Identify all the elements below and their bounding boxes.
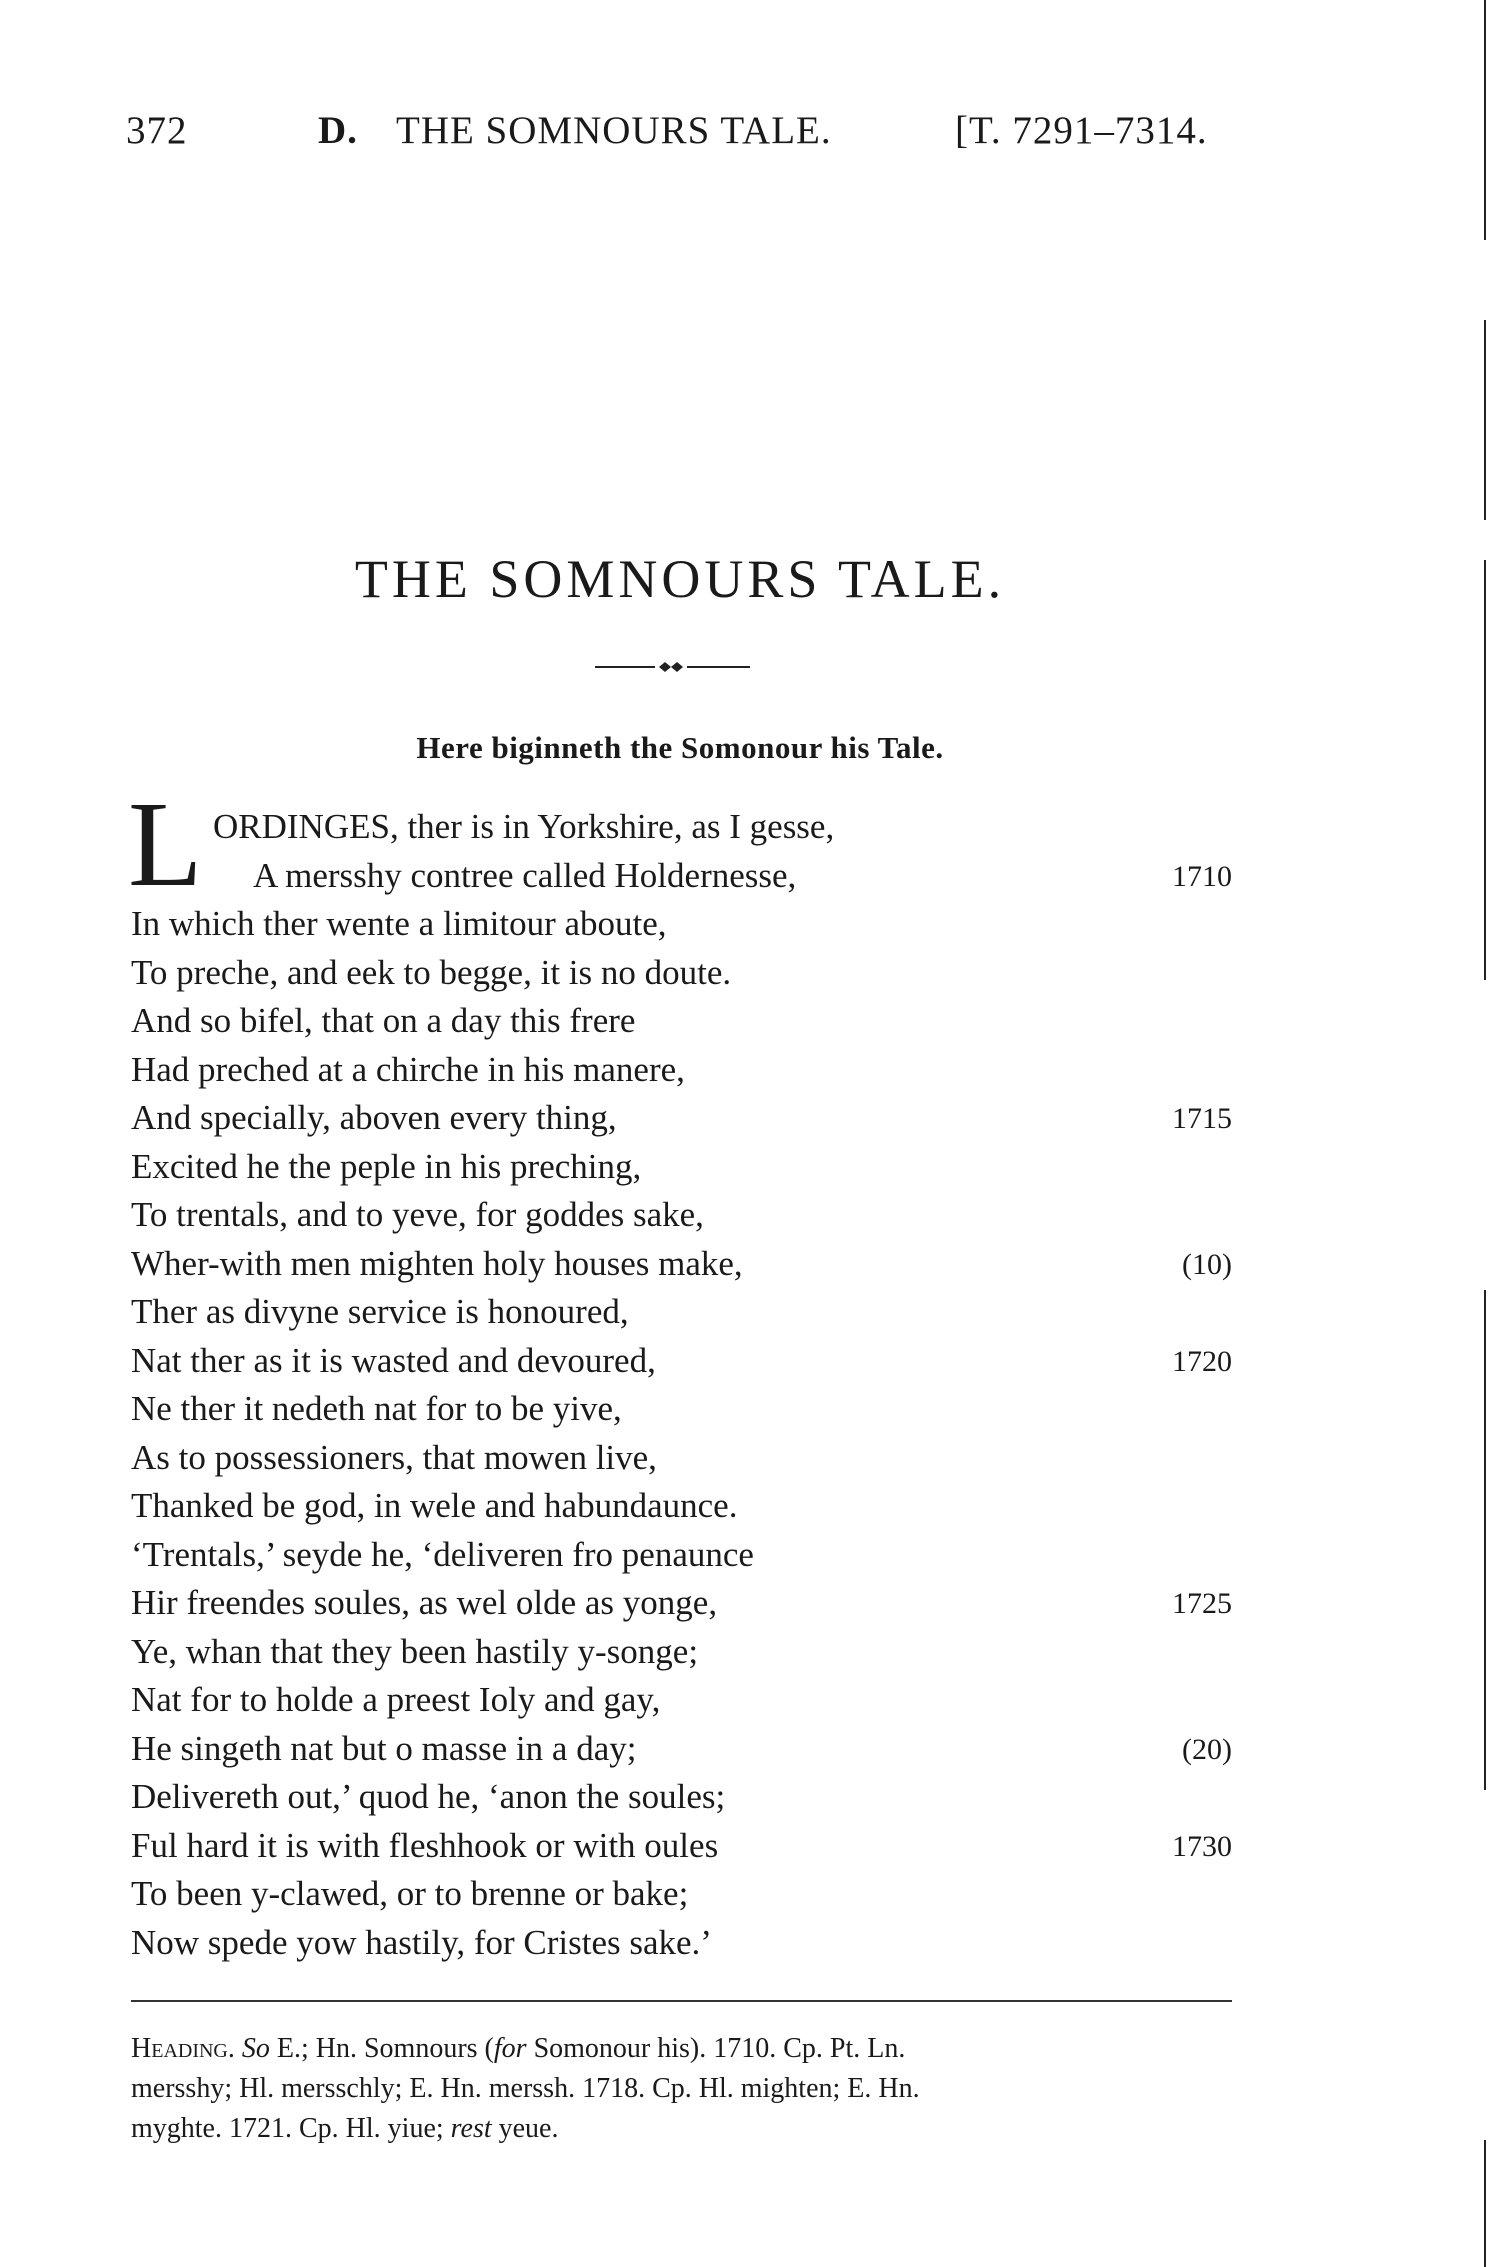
- verse-line: And specially, aboven every thing,: [131, 1098, 617, 1137]
- footnote-for: for: [493, 2033, 527, 2064]
- verse-line: Thanked be god, in wele and habundaunce.: [131, 1486, 738, 1525]
- running-head-section: D.: [318, 109, 358, 152]
- page-edge-mark: [1484, 1290, 1486, 1790]
- verse-line: Had preched at a chirche in his manere,: [131, 1050, 685, 1089]
- page-edge-mark: [1484, 560, 1486, 980]
- drop-cap: L: [128, 777, 203, 912]
- verse-line: Excited he the peple in his preching,: [131, 1147, 642, 1186]
- line-number: 1715: [1172, 1102, 1232, 1135]
- verse-line: Delivereth out,’ quod he, ‘anon the soules;: [131, 1777, 726, 1816]
- verse-line: To been y-clawed, or to brenne or bake;: [131, 1874, 689, 1913]
- verse-line: Wher-with men mighten holy houses make,: [131, 1244, 743, 1283]
- section-heading: Here biginneth the Somonour his Tale.: [416, 730, 944, 765]
- running-head-title: THE SOMNOURS TALE.: [396, 109, 832, 152]
- verse-line: To preche, and eek to begge, it is no doute.: [131, 953, 732, 992]
- verse-line: ‘Trentals,’ seyde he, ‘deliveren fro penaunce: [131, 1535, 754, 1574]
- line-number: 1710: [1172, 860, 1232, 893]
- verse-line: And so bifel, that on a day this frere: [131, 1001, 636, 1040]
- footnote-line: [131, 2033, 1232, 2065]
- footnote-text: Somonour his). 1710. Cp. Pt. Ln.: [526, 2033, 906, 2064]
- verse-line: As to possessioners, that mowen live,: [131, 1438, 657, 1477]
- line-number: (10): [1182, 1248, 1232, 1281]
- verse-line: Ther as divyne service is honoured,: [131, 1292, 629, 1331]
- verse-line: Ye, whan that they been hastily y-songe;: [131, 1632, 699, 1671]
- footnote-so: So: [241, 2033, 270, 2064]
- line-number: (20): [1182, 1733, 1232, 1766]
- verse-line: Nat ther as it is wasted and devoured,: [131, 1341, 656, 1380]
- line-number: 1730: [1172, 1830, 1232, 1863]
- page-edge-mark: [1484, 320, 1486, 520]
- verse-line: Nat for to holde a preest Ioly and gay,: [131, 1680, 661, 1719]
- footnote-heading-label: Heading.: [131, 2033, 235, 2064]
- page-edge-mark: [1484, 2140, 1486, 2267]
- verse-line: Ful hard it is with fleshhook or with oules: [131, 1826, 719, 1865]
- footnote-text: E.; Hn. Somnours (: [269, 2033, 494, 2064]
- ornament-divider-icon: [595, 660, 750, 674]
- running-head-line-range: [T. 7291–7314.: [955, 109, 1208, 152]
- footnote-text: myghte. 1721. Cp. Hl. yiue;: [131, 2113, 451, 2144]
- verse-line: To trentals, and to yeve, for goddes sake,: [131, 1195, 704, 1234]
- line-number: 1720: [1172, 1345, 1232, 1378]
- verse-line: ORDINGES, ther is in Yorkshire, as I gesse,: [213, 807, 835, 846]
- footnote-line: [131, 2113, 1232, 2145]
- footnote-line: mersshy; Hl. mersschly; E. Hn. merssh. 1718. Cp. Hl. mighten; E. Hn.: [131, 2073, 920, 2104]
- verse-line: Now spede yow hastily, for Cristes sake.’: [131, 1923, 712, 1962]
- line-number: 1725: [1172, 1587, 1232, 1620]
- verse-line: In which ther wente a limitour aboute,: [131, 904, 667, 943]
- verse-line: A mersshy contree called Holdernesse,: [253, 856, 797, 895]
- footnote-rest: rest: [450, 2113, 492, 2144]
- page-number: 372: [126, 109, 188, 152]
- verse-line: Hir freendes soules, as wel olde as yonge,: [131, 1583, 718, 1622]
- footnote-text: yeue.: [491, 2113, 559, 2144]
- verse-line: Ne ther it nedeth nat for to be yive,: [131, 1389, 622, 1428]
- page-title: THE SOMNOURS TALE.: [354, 549, 1006, 609]
- page-edge-mark: [1484, 0, 1486, 240]
- verse-line: He singeth nat but o masse in a day;: [131, 1729, 637, 1768]
- footnote-divider: [131, 2000, 1232, 2002]
